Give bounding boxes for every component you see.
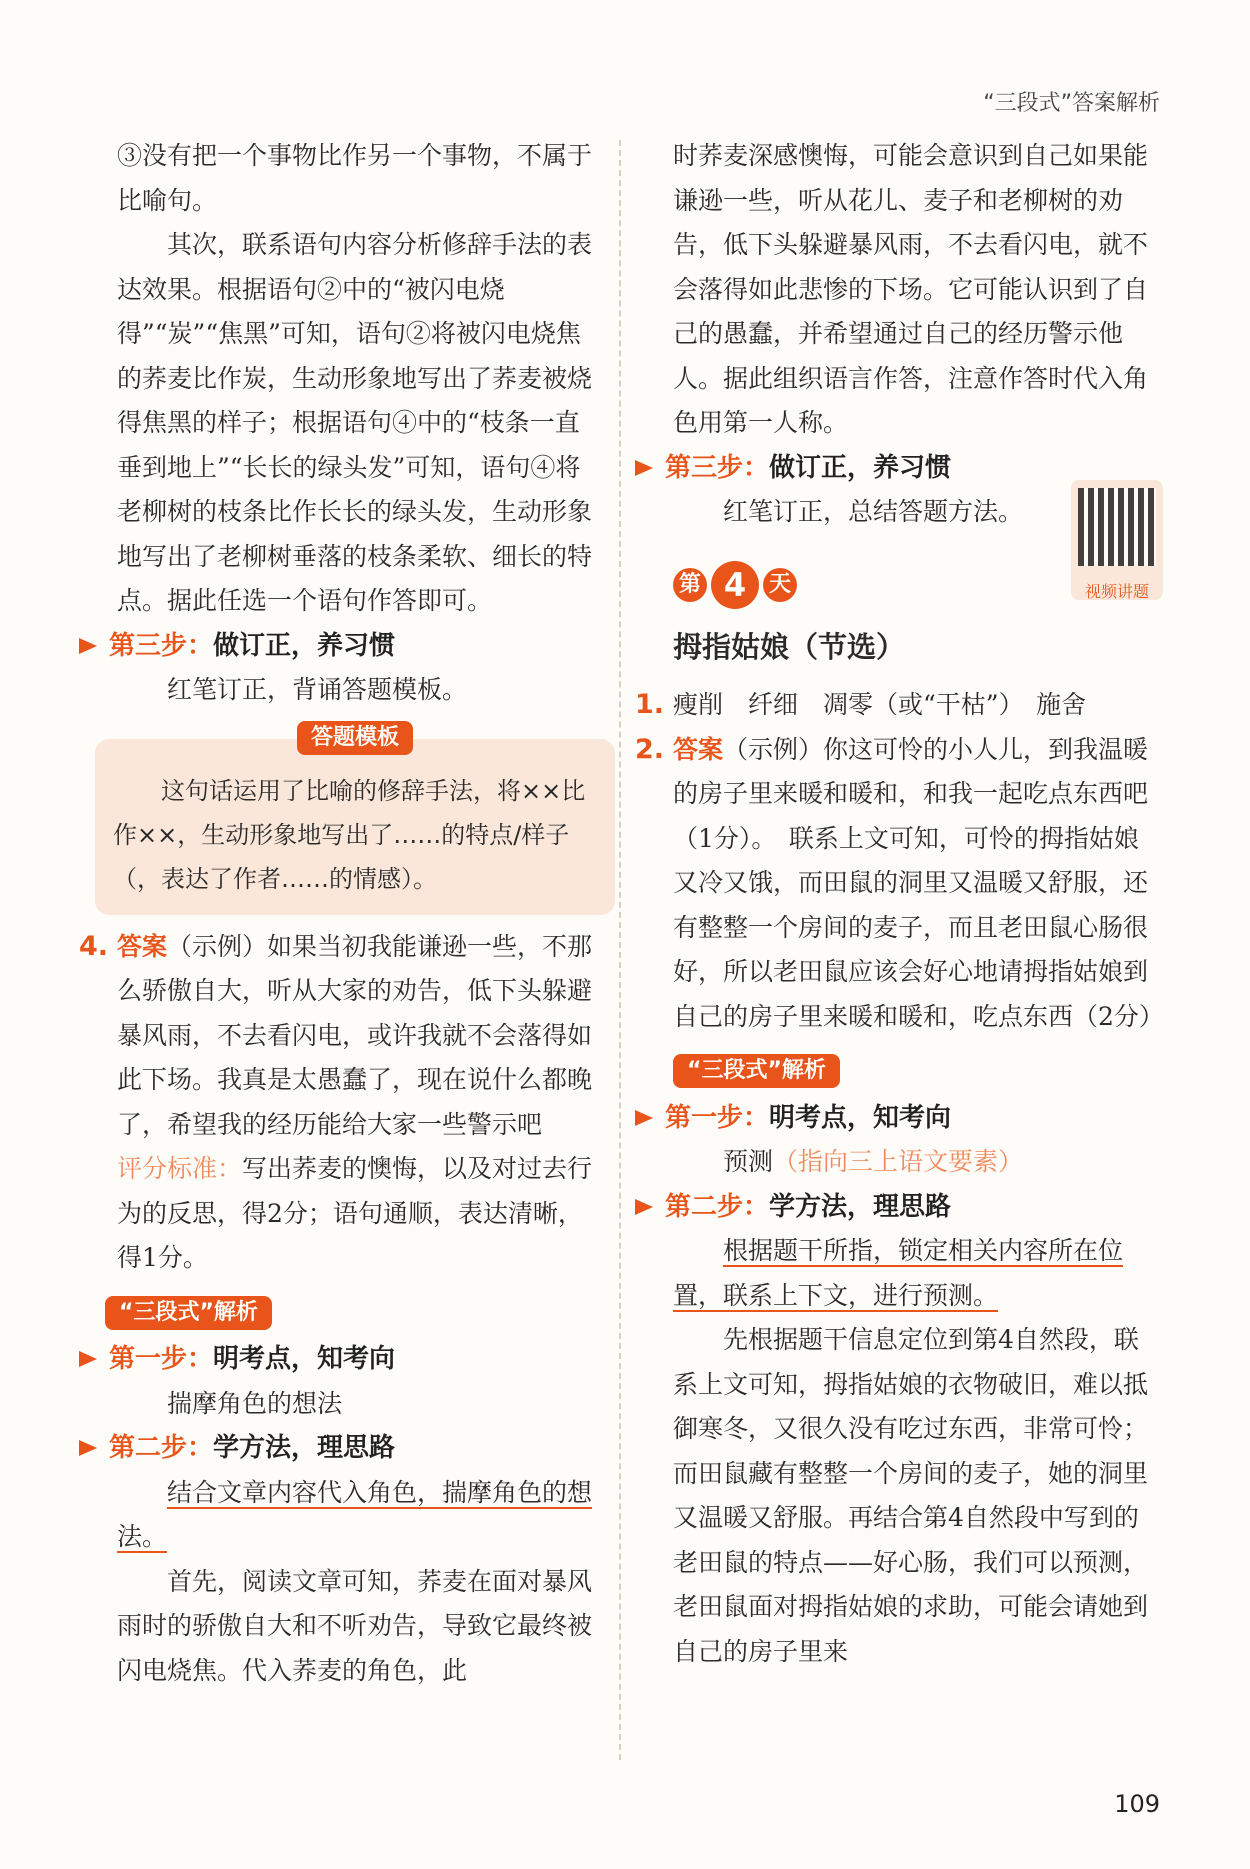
running-header: “三段式”答案解析 <box>983 91 1160 116</box>
paragraph: ③没有把一个事物比作另一个事物，不属于比喻句。 <box>117 141 593 215</box>
paragraph: 时荞麦深感懊悔，可能会意识到自己如果能谦逊一些，听从花儿、麦子和老柳树的劝告，低下头躲避暴风雨，不去看闪电，就不会落得如此悲惨的下场。它可能认识到了自己的愚蠢，并希望通过自己的经历警示他人。据此组织语言作答，注意作答时代入角色用第一人称。 <box>673 141 1149 437</box>
step2-heading: 第二步： 学方法，理思路 <box>635 1185 1159 1230</box>
step-desc: 红笔订正，背诵答题模板。 <box>167 675 468 704</box>
template-label: 答题模板 <box>297 721 413 755</box>
question-2: 2. 答案（示例）你这可怜的小人儿，到我温暖的房子里来暖和暖和，和我一起吃点东西吧（1分）。 联系上文可知，可怜的拇指姑娘又冷又饿，而田鼠的洞里又温暖又舒服，还有整整一个房间的麦子，而且老田鼠心肠很好，所以老田鼠应该会好心地请拇指姑娘到自己的房子里来暖和暖和，吃点东西（2分） <box>635 733 1164 1031</box>
step3-heading: 第三步： 做订正，养习惯 <box>635 446 1159 491</box>
analysis-label: “三段式”解析 <box>105 1296 272 1330</box>
step-desc: 揣摩角色的想法 <box>167 1388 343 1418</box>
triangle-icon <box>79 638 97 654</box>
step1-heading: 第一步： 明考点，知考向 <box>635 1096 1159 1141</box>
qr-code-icon <box>1078 488 1156 566</box>
triangle-icon <box>79 1351 97 1367</box>
step1-heading: 第一步： 明考点，知考向 <box>79 1337 603 1382</box>
analysis-label: “三段式”解析 <box>673 1054 840 1088</box>
qr-label: 视频讲题 <box>1084 582 1149 601</box>
triangle-icon <box>79 1440 97 1456</box>
day-badge: 第 4 天 <box>673 555 1159 615</box>
paragraph: 其次，联系语句内容分析修辞手法的表达效果。根据语句②中的“被闪电烧得”“炭”“焦黑”可知，语句②将被闪电烧焦的荞麦比作炭，生动形象地写出了荞麦被烧得焦黑的样子；根据语句④中的“枝条一直垂到地上”“长长的绿头发”可知，语句④将老柳树的枝条比作长长的绿头发，生动形象地写出了老柳树垂落的枝条柔软、细长的特点。据此任选一个语句作答即可。 <box>117 230 593 615</box>
page-number: 109 <box>1114 1790 1160 1818</box>
step-desc: 结合文章内容代入角色，揣摩角色的想法。 <box>117 1477 593 1551</box>
lesson-title: 拇指姑娘（节选） <box>673 629 906 664</box>
template-text: 这句话运用了比喻的修辞手法，将××比作××，生动形象地写出了……的特点/样子（，表达了作者……的情感）。 <box>113 776 586 893</box>
triangle-icon <box>635 1110 653 1126</box>
qr-code[interactable] <box>1071 480 1163 600</box>
paragraph: 先根据题干信息定位到第4自然段，联系上文可知，拇指姑娘的衣物破旧，难以抵御寒冬，又很久没有吃过东西，非常可怜；而田鼠藏有整整一个房间的麦子，她的洞里又温暖又舒服。再结合第4自然段中写到的老田鼠的特点——好心肠，我们可以预测，老田鼠面对拇指姑娘的求助，可能会请她到自己的房子里来 <box>673 1325 1149 1666</box>
step-desc: 预测（指向三上语文要素） <box>723 1147 1024 1176</box>
step-desc: 根据题干所指，锁定相关内容所在位置，联系上下文，进行预测。 <box>673 1236 1124 1310</box>
step3-heading: 第三步： 做订正，养习惯 <box>79 624 603 669</box>
step-desc: 红笔订正，总结答题方法。 <box>723 497 1024 526</box>
triangle-icon <box>635 460 653 476</box>
left-column <box>79 134 603 1693</box>
step2-heading: 第二步： 学方法，理思路 <box>79 1426 603 1471</box>
right-column <box>635 134 1164 1674</box>
question-1: 1. 瘦削 纤细 凋零（或“干枯”） 施舍 <box>635 689 1087 720</box>
question-4: 4. 答案（示例）如果当初我能谦逊一些，不那么骄傲自大，听从大家的劝告，低下头躲避暴风雨，不去看闪电，或许我就不会落得如此下场。我真是太愚蠢了，现在说什么都晚了，希望我的经历能给大家一些警示吧 <box>79 930 593 1139</box>
paragraph: 首先，阅读文章可知，荞麦在面对暴风雨时的骄傲自大和不听劝告，导致它最终被闪电烧焦。代入荞麦的角色，此 <box>117 1566 593 1685</box>
scoring-criteria: 评分标准：写出荞麦的懊悔，以及对过去行为的反思，得2分；语句通顺，表达清晰，得1分。 <box>117 1154 593 1272</box>
column-divider <box>619 140 621 1760</box>
triangle-icon <box>635 1199 653 1215</box>
answer-template-box <box>95 724 615 915</box>
